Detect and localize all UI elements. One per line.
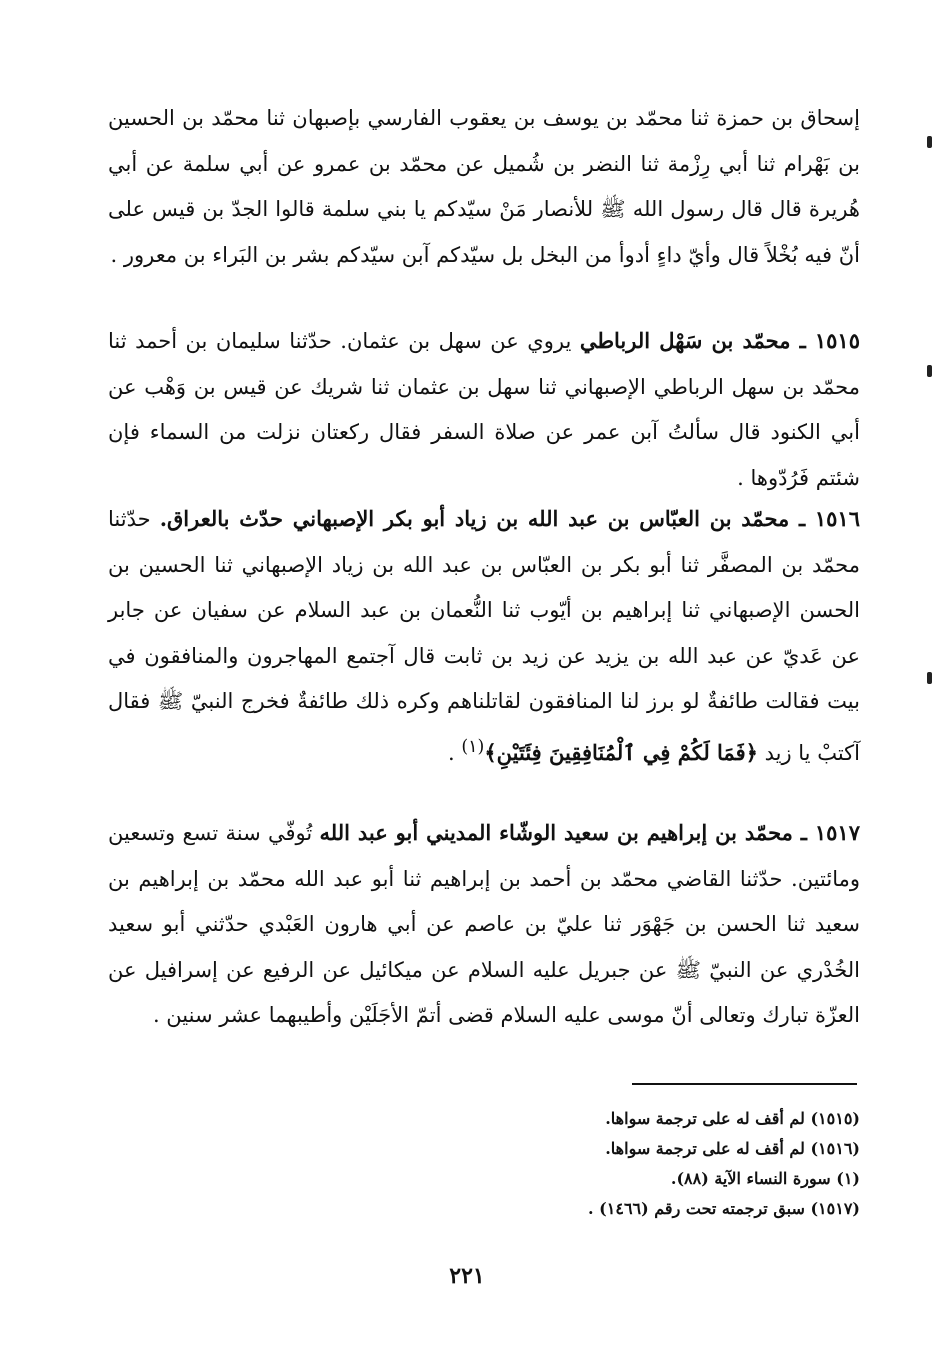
entry-heading: ١٥١٧ ـ محمّد بن إبراهيم بن سعيد الوشّاء المديني أبو عبد الله xyxy=(319,820,860,845)
entry-1517 xyxy=(108,810,860,1039)
quran-verse: ﴿فَمَا لَكُمْ فِي ٱلْمُنَافِقِينَ فِئَتَيْنِ﴾ xyxy=(484,739,758,765)
entry-text: تُوفّي سنة تسع وتسعين ومائتين. حدّثنا القاضي محمّد بن أحمد بن إبراهيم ثنا أبو عبد الله محمّد بن إبراهيم بن سعيد ثنا الحسن بن جَهْوَر ثنا عليّ بن عاصم عن أبي هارون العَبْدي حدّثني أبو سعيد الخُدْري عن النبيّ ﷺ عن جبريل عليه السلام عن ميكائيل عن الرفيع عن إسرافيل عن العزّة تبارك وتعالى أنّ موسى عليه السلام قضى أتمّ الأجَلَيْن وأطيبهما عشر سنين . xyxy=(108,821,860,1027)
footnote-ref: (١) xyxy=(461,736,485,757)
entry-paragraph xyxy=(108,318,860,501)
entry-paragraph xyxy=(108,496,860,776)
entry-paragraph xyxy=(108,810,860,1039)
entry-1516 xyxy=(108,496,860,776)
scan-edge-mark xyxy=(927,672,932,684)
footnote: (١) سورة النساء الآية (٨٨). xyxy=(670,1169,860,1188)
footnote: (١٥١٧) سبق ترجمته تحت رقم (١٤٦٦) . xyxy=(588,1199,860,1218)
footnote: (١٥١٦) لم أقف له على ترجمة سواها. xyxy=(605,1139,860,1158)
scan-edge-mark xyxy=(927,136,932,148)
footnote: (١٥١٥) لم أقف له على ترجمة سواها. xyxy=(605,1109,860,1128)
entry-1515 xyxy=(108,318,860,501)
footnotes xyxy=(300,1104,860,1224)
entry-heading: ١٥١٥ ـ محمّد بن سَهْل الرباطي xyxy=(579,328,860,353)
entry-continuation xyxy=(108,96,860,278)
scan-edge-mark xyxy=(927,365,932,377)
entry-heading: ١٥١٦ ـ محمّد بن العبّاس بن عبد الله بن زياد أبو بكر الإصبهاني حدّث بالعراق. xyxy=(159,506,860,531)
entry-tail: . xyxy=(447,740,462,765)
entry-text: يروي عن سهل بن عثمان. حدّثنا سليمان بن أحمد ثنا محمّد بن سهل الرباطي الإصبهاني ثنا سهل بن عثمان ثنا شريك عن قيس بن وَهْب عن أبي الكنود قال سألتُ آبن عمر عن صلاة السفر فقال ركعتان نزلت من السماء فإن شئتم فَرُدّوها . xyxy=(108,329,860,490)
footnote-divider xyxy=(632,1083,857,1085)
entry-text: حدّثنا محمّد بن المصفَّر ثنا أبو بكر بن العبّاس بن عبد الله بن زياد الإصبهاني ثنا الحسين بن الحسن الإصبهاني ثنا إبراهيم بن أيّوب ثنا النُّعمان بن عبد السلام عن سفيان عن جابر عن عَديّ عن عبد الله بن يزيد عن زيد بن ثابت قال آجتمع المهاجرون والمنافقون في بيت فقالت طائفةٌ لو برز لنا المنافقون لقاتلناهم وكره ذلك طائفةٌ فخرج النبيّ ﷺ فقال آكتبْ يا زيد xyxy=(108,507,860,765)
page-number: ٢٢١ xyxy=(449,1263,485,1289)
entry-text: إسحاق بن حمزة ثنا محمّد بن يوسف بن يعقوب الفارسي بإصبهان ثنا محمّد بن الحسين بن بَهْرام ثنا أبي رِزْمة ثنا النضر بن شُميل عن محمّد بن عمرو عن أبي سلمة عن أبي هُريرة قال قال رسول الله ﷺ للأنصار مَنْ سيّدكم يا بني سلمة قالوا الجدّ بن قيس على أنّ فيه بُخْلاً قال وأيّ داءٍ أدوأ من البخل بل سيّدكم آبن سيّدكم بشر بن البَراء بن معرور . xyxy=(108,106,860,267)
